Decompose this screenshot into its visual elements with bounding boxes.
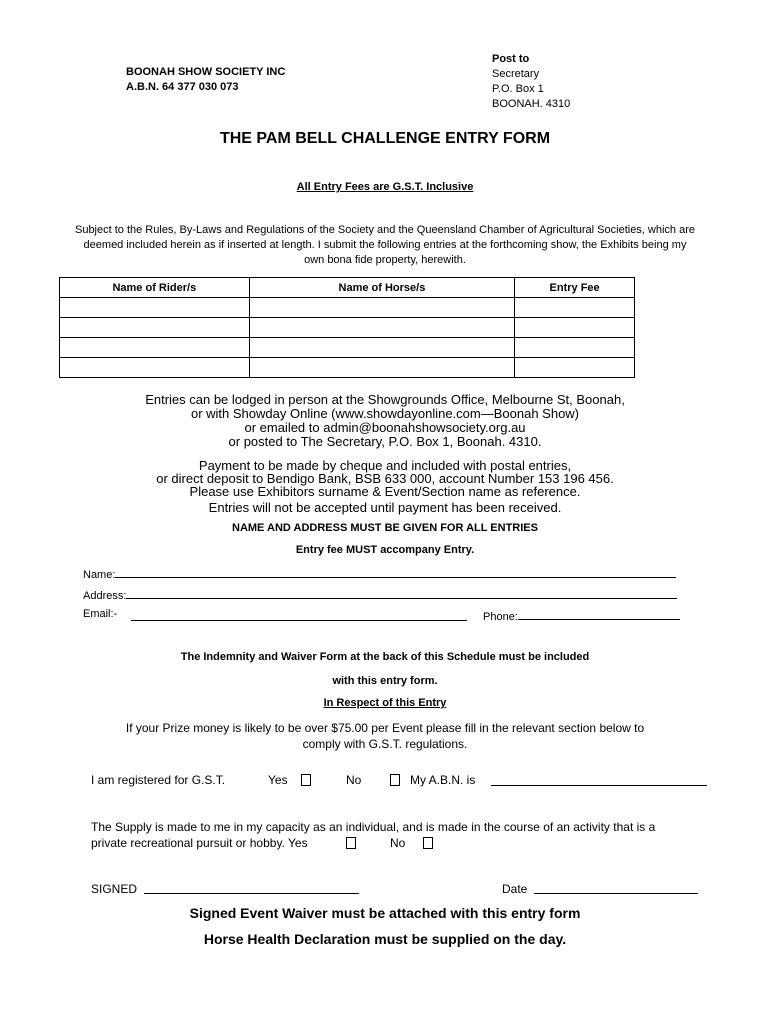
footer-horse-health: Horse Health Declaration must be supplied on the day. [203, 931, 567, 947]
fee-note: Entry fee MUST accompany Entry. [295, 544, 475, 556]
supply-line-1: The Supply is made to me in my capacity as an individual, and is made in the course of an activity that is a [91, 820, 656, 834]
indemnity-line: with this entry form. [332, 675, 438, 687]
date-field[interactable] [534, 882, 698, 894]
table-row [60, 338, 635, 358]
prize-line: comply with G.S.T. regulations. [302, 737, 468, 751]
col-fee-header: Entry Fee [515, 278, 635, 298]
org-abn: A.B.N. 64 377 030 073 [126, 81, 239, 93]
rules-line: deemed included herein as if inserted at length. I submit the following entries at the forthcoming show, the Exhibits being my [83, 239, 687, 251]
rider-cell[interactable] [60, 338, 250, 358]
horse-cell[interactable] [249, 358, 515, 378]
date-label: Date [502, 882, 528, 896]
rules-line: Subject to the Rules, By-Laws and Regulations of the Society and the Queensland Chamber of Agricultural Societies, which are [74, 224, 696, 236]
lodging-line: or with Showday Online (www.showdayonline.com—Boonah Show) [190, 406, 580, 421]
prize-line: If your Prize money is likely to be over $75.00 per Event please fill in the relevant section below to [125, 721, 645, 735]
rider-cell[interactable] [60, 298, 250, 318]
horse-cell[interactable] [249, 318, 515, 338]
post-to-line: P.O. Box 1 [492, 83, 544, 95]
post-to-heading: Post to [492, 53, 530, 65]
name-row [83, 566, 676, 581]
supply-line-2: private recreational pursuit or hobby. Yes [91, 836, 308, 850]
gst-no-label: No [346, 773, 362, 787]
supply-yes-checkbox[interactable] [346, 837, 356, 849]
name-label: Name: [83, 569, 116, 581]
address-row [83, 587, 677, 602]
col-rider-header: Name of Rider/s [60, 278, 250, 298]
fee-cell[interactable] [515, 338, 635, 358]
entries-table [59, 277, 635, 378]
email-label: Email:- [83, 608, 118, 620]
payment-line: Payment to be made by cheque and included with postal entries, [198, 458, 572, 473]
payment-line: Entries will not be accepted until payment has been received. [208, 500, 562, 515]
lodging-line: Entries can be lodged in person at the Showgrounds Office, Melbourne St, Boonah, [145, 392, 625, 407]
post-to-line: BOONAH. 4310 [492, 98, 571, 110]
email-field[interactable] [131, 609, 467, 621]
table-row [60, 318, 635, 338]
gst-yes-checkbox[interactable] [301, 774, 311, 786]
form-title: THE PAM BELL CHALLENGE ENTRY FORM [219, 130, 551, 147]
fee-cell[interactable] [515, 298, 635, 318]
post-to-block [492, 52, 570, 112]
post-to-line: Secretary [492, 68, 540, 80]
name-field[interactable] [115, 566, 676, 578]
lodging-line: or emailed to admin@boonahshowsociety.org.au [244, 420, 526, 435]
supply-no-label: No [390, 836, 406, 850]
col-horse-header: Name of Horse/s [249, 278, 515, 298]
signed-label: SIGNED [91, 882, 138, 896]
payment-line: Please use Exhibitors surname & Event/Section name as reference. [189, 484, 581, 499]
prize-text [0, 720, 770, 752]
gst-note: All Entry Fees are G.S.T. Inclusive [296, 181, 474, 193]
gst-no-checkbox[interactable] [390, 774, 400, 786]
gst-yes-label: Yes [268, 773, 288, 787]
horse-cell[interactable] [249, 298, 515, 318]
lodging-line: or posted to The Secretary, P.O. Box 1, Boonah. 4310. [228, 434, 542, 449]
org-name: BOONAH SHOW SOCIETY INC [126, 66, 286, 78]
fee-cell[interactable] [515, 318, 635, 338]
name-address-note: NAME AND ADDRESS MUST BE GIVEN FOR ALL ENTRIES [232, 522, 538, 534]
payment-line: or direct deposit to Bendigo Bank, BSB 633 000, account Number 153 196 456. [156, 471, 614, 486]
phone-field[interactable] [518, 608, 680, 620]
horse-cell[interactable] [249, 338, 515, 358]
phone-label: Phone: [483, 611, 518, 623]
signature-field[interactable] [144, 882, 359, 894]
footer-waiver: Signed Event Waiver must be attached with this entry form [189, 905, 581, 921]
abn-label: My A.B.N. is [410, 773, 476, 787]
supply-no-checkbox[interactable] [423, 837, 433, 849]
email-row [83, 608, 117, 620]
rider-cell[interactable] [60, 358, 250, 378]
rules-line: own bona fide property, herewith. [304, 254, 466, 266]
address-label: Address: [83, 590, 127, 602]
lodging-block [145, 393, 625, 449]
abn-field[interactable] [491, 774, 707, 786]
fee-cell[interactable] [515, 358, 635, 378]
table-header-row [60, 278, 635, 298]
indemnity-line: The Indemnity and Waiver Form at the back of this Schedule must be included [180, 651, 590, 663]
phone-row [483, 608, 680, 623]
gst-label: I am registered for G.S.T. [91, 773, 226, 787]
rider-cell[interactable] [60, 318, 250, 338]
table-row [60, 298, 635, 318]
payment-block [145, 459, 625, 514]
respect-heading: In Respect of this Entry [323, 697, 447, 709]
address-field[interactable] [126, 587, 677, 599]
table-row [60, 358, 635, 378]
rules-text [0, 223, 770, 268]
